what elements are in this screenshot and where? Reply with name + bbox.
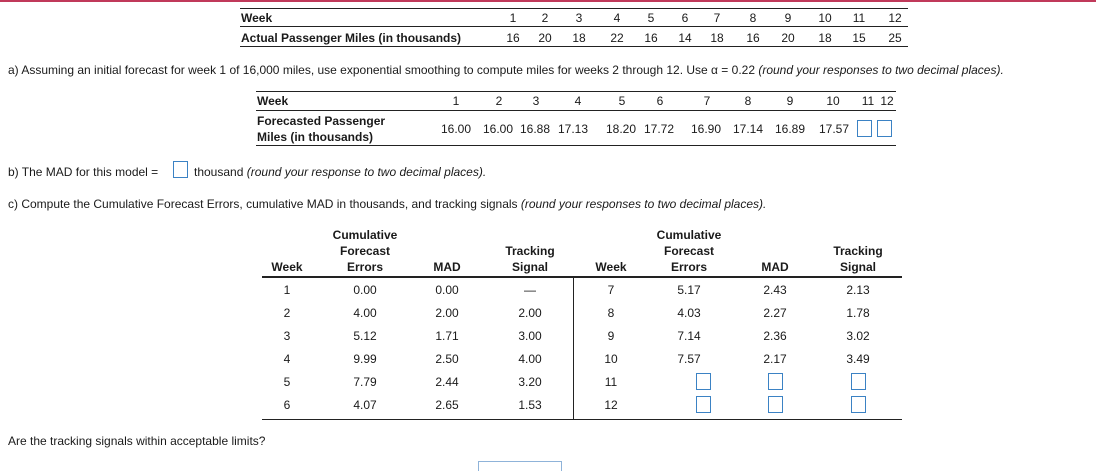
table3-mad-cell: 2.17 (763, 352, 787, 366)
top-accent-line (0, 0, 1096, 2)
table3-week-cell: 10 (604, 352, 618, 366)
table3-mad-cell: 2.65 (435, 398, 459, 412)
table3-cfe-cell: 5.17 (677, 283, 701, 297)
table2-week-cell: 3 (532, 94, 540, 108)
table2-mid-rule (256, 110, 896, 111)
table3-week-cell: 5 (283, 375, 291, 389)
header-cfe-right-3: Errors (670, 260, 708, 274)
table2-forecast-cell: 17.14 (732, 122, 764, 136)
header-ts-left-2: Signal (511, 260, 548, 274)
header-mad-right: MAD (761, 260, 789, 274)
table3-mad-cell: 2.36 (763, 329, 787, 343)
ts-week-11-input[interactable] (851, 373, 866, 390)
table2-forecast-cell: 16.00 (440, 122, 472, 136)
table3-mad-cell: 2.43 (763, 283, 787, 297)
table1-actual-cell: 22 (610, 31, 624, 45)
table3-cfe-cell: 4.00 (353, 306, 377, 320)
question-c-text (8, 197, 766, 211)
table3-header-rule (262, 276, 902, 278)
table1-week-cell: 7 (713, 11, 721, 25)
table1-mid-rule (240, 26, 908, 27)
table3-ts-cell: — (524, 283, 536, 297)
header-mad-left: MAD (433, 260, 461, 274)
table2-forecast-cell: 18.20 (605, 122, 637, 136)
table1-actual-cell: 20 (538, 31, 552, 45)
table3-mad-cell: 2.00 (435, 306, 459, 320)
table3-week-cell: 3 (283, 329, 291, 343)
question-c-rounding-note: (round your responses to two decimal places). (520, 197, 767, 211)
table3-mad-cell: 1.71 (435, 329, 459, 343)
table2-week-cell: 9 (786, 94, 794, 108)
table1-bottom-rule (240, 46, 908, 47)
ts-week-12-input[interactable] (851, 396, 866, 413)
table3-ts-cell: 3.49 (846, 352, 870, 366)
table1-actual-cell: 16 (506, 31, 520, 45)
header-cfe-right-2: Forecast (663, 244, 715, 258)
table2-forecast-cell: 16.89 (774, 122, 806, 136)
table1-week-cell: 4 (613, 11, 621, 25)
question-b-pre: b) The MAD for this model = (8, 165, 159, 179)
mad-input[interactable] (173, 161, 188, 178)
limits-dropdown[interactable] (478, 461, 562, 471)
table3-mad-cell: 2.27 (763, 306, 787, 320)
table1-week-cell: 10 (818, 11, 832, 25)
table3-cfe-cell: 4.03 (677, 306, 701, 320)
table1-actual-cell: 16 (644, 31, 658, 45)
table3-week-cell: 9 (607, 329, 615, 343)
table1-week-cell: 11 (852, 11, 866, 25)
question-b-post (194, 165, 486, 179)
table3-cfe-cell: 7.14 (677, 329, 701, 343)
header-cfe-left-2: Forecast (339, 244, 391, 258)
header-cfe-left-3: Errors (346, 260, 384, 274)
table1-actual-cell: 25 (888, 31, 902, 45)
table3-ts-cell: 2.00 (518, 306, 542, 320)
table1-week-cell: 12 (888, 11, 902, 25)
table3-ts-cell: 1.53 (518, 398, 542, 412)
header-ts-left-1: Tracking (505, 244, 555, 258)
table2-week-cell: 8 (744, 94, 752, 108)
table1-week-cell: 1 (509, 11, 517, 25)
forecast-week-12-input[interactable] (877, 120, 892, 137)
table3-week-cell: 8 (607, 306, 615, 320)
table3-mad-cell: 0.00 (435, 283, 459, 297)
cfe-week-12-input[interactable] (696, 396, 711, 413)
header-ts-right-2: Signal (839, 260, 876, 274)
table2-week-cell: 5 (618, 94, 626, 108)
table2-bottom-rule (256, 145, 896, 146)
table3-cfe-cell: 7.79 (353, 375, 377, 389)
table3-mad-cell: 2.50 (435, 352, 459, 366)
table2-week-cell: 4 (574, 94, 582, 108)
header-ts-right-1: Tracking (833, 244, 883, 258)
question-a-rounding-note: (round your responses to two decimal places). (758, 63, 1004, 77)
table3-center-divider (573, 278, 574, 420)
table2-week-cell: 12 (880, 94, 894, 108)
table1-week-cell: 9 (784, 11, 792, 25)
table2-forecast-cell: 17.13 (557, 122, 589, 136)
table3-ts-cell: 2.13 (846, 283, 870, 297)
question-b-rounding-note: (round your response to two decimal places). (246, 165, 487, 179)
table2-week-cell: 6 (656, 94, 664, 108)
table2-forecast-cell: 16.88 (519, 122, 551, 136)
table2-week-cell: 10 (826, 94, 840, 108)
question-b-unit: thousand (194, 165, 244, 179)
table1-week-label: Week (241, 11, 273, 25)
table1-actual-cell: 18 (572, 31, 586, 45)
table3-week-cell: 1 (283, 283, 291, 297)
mad-week-11-input[interactable] (768, 373, 783, 390)
table3-week-cell: 4 (283, 352, 291, 366)
table1-actual-cell: 18 (818, 31, 832, 45)
table1-actual-cell: 20 (781, 31, 795, 45)
table2-forecast-cell: 16.90 (690, 122, 722, 136)
table2-week-cell: 11 (861, 94, 875, 108)
table1-actual-cell: 15 (852, 31, 866, 45)
table3-ts-cell: 3.02 (846, 329, 870, 343)
table2-week-cell: 2 (495, 94, 503, 108)
table1-actual-cell: 16 (746, 31, 760, 45)
table3-week-cell: 12 (604, 398, 618, 412)
mad-week-12-input[interactable] (768, 396, 783, 413)
table1-week-cell: 8 (749, 11, 757, 25)
table1-actual-label: Actual Passenger Miles (in thousands) (241, 31, 462, 45)
table3-mad-cell: 2.44 (435, 375, 459, 389)
header-cfe-right-1: Cumulative (656, 228, 722, 242)
table1-actual-cell: 18 (710, 31, 724, 45)
header-cfe-left-1: Cumulative (332, 228, 398, 242)
table2-week-cell: 1 (452, 94, 460, 108)
table1-top-rule (240, 8, 908, 9)
table1-week-cell: 2 (541, 11, 549, 25)
table1-actual-cell: 14 (678, 31, 692, 45)
table3-cfe-cell: 7.57 (677, 352, 701, 366)
table2-forecast-label-1: Forecasted Passenger (257, 114, 386, 128)
table1-week-cell: 6 (681, 11, 689, 25)
table3-week-cell: 6 (283, 398, 291, 412)
table3-cfe-cell: 4.07 (353, 398, 377, 412)
table2-week-cell: 7 (703, 94, 711, 108)
question-c-main: c) Compute the Cumulative Forecast Errors, cumulative MAD in thousands, and tracking signals (8, 197, 521, 211)
question-a-main: a) Assuming an initial forecast for week 1 of 16,000 miles, use exponential smoothing to compute miles for weeks 2 through 12. Use α = 0.22 (8, 63, 759, 77)
table2-forecast-cell: 17.57 (818, 122, 850, 136)
question-a-text (8, 63, 1004, 77)
table3-cfe-cell: 9.99 (353, 352, 377, 366)
table3-ts-cell: 3.20 (518, 375, 542, 389)
table3-cfe-cell: 5.12 (353, 329, 377, 343)
table2-forecast-label-2: Miles (in thousands) (257, 130, 374, 144)
table1-week-cell: 3 (575, 11, 583, 25)
table3-ts-cell: 1.78 (846, 306, 870, 320)
table3-ts-cell: 3.00 (518, 329, 542, 343)
table1-week-cell: 5 (647, 11, 655, 25)
forecast-week-11-input[interactable] (857, 120, 872, 137)
table3-week-cell: 11 (604, 375, 618, 389)
table3-ts-cell: 4.00 (518, 352, 542, 366)
table3-bottom-rule (262, 419, 902, 420)
table2-week-label: Week (257, 94, 289, 108)
table3-cfe-cell: 0.00 (353, 283, 377, 297)
table2-forecast-cell: 16.00 (482, 122, 514, 136)
table2-forecast-cell: 17.72 (643, 122, 675, 136)
table3-week-cell: 7 (607, 283, 615, 297)
header-week-right: Week (595, 260, 627, 274)
question-d-text: Are the tracking signals within acceptable limits? (8, 434, 266, 448)
table3-week-cell: 2 (283, 306, 291, 320)
cfe-week-11-input[interactable] (696, 373, 711, 390)
table2-top-rule (256, 91, 896, 92)
header-week-left: Week (271, 260, 303, 274)
